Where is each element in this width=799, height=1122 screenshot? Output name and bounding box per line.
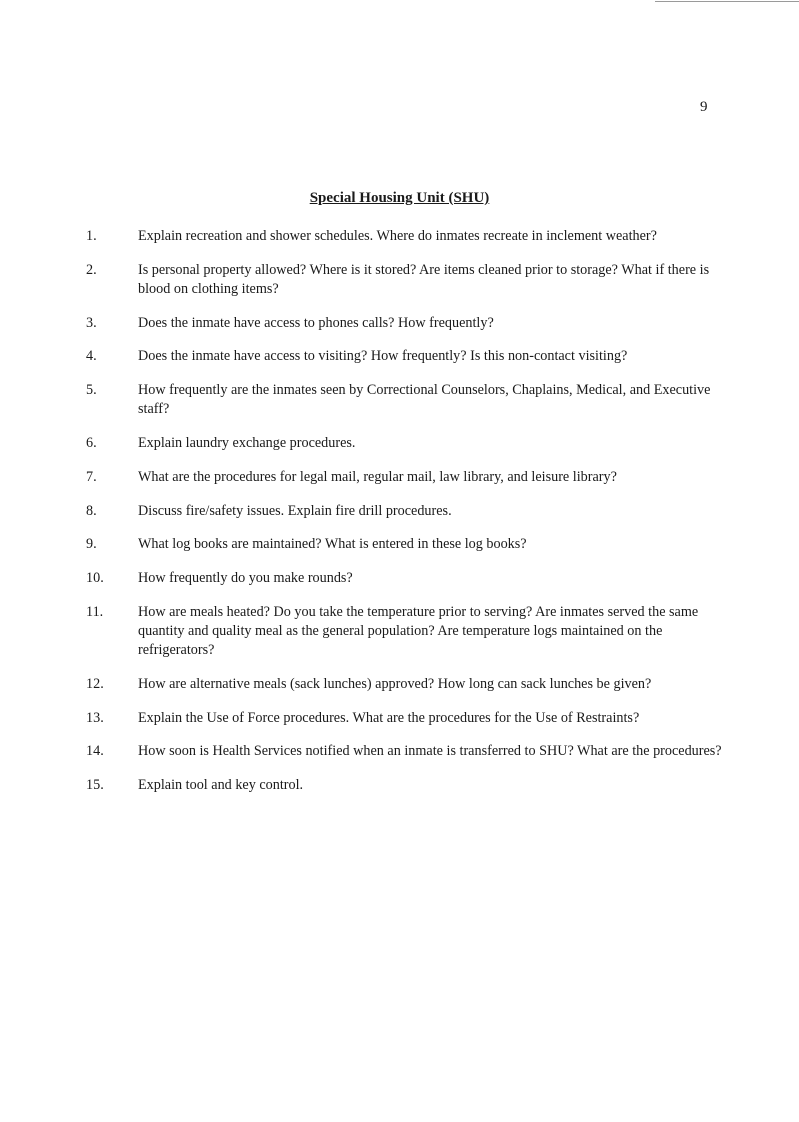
scan-edge-line — [655, 1, 799, 2]
question-item — [86, 261, 726, 299]
page-number: 9 — [700, 99, 708, 115]
question-item — [86, 569, 726, 588]
question-number: 6. — [86, 434, 97, 451]
question-number: 2. — [86, 261, 97, 278]
question-text: Does the inmate have access to visiting? How frequently? Is this non-contact visiting? — [138, 348, 628, 365]
question-item — [86, 603, 726, 660]
question-text: Does the inmate have access to phones calls? How frequently? — [138, 314, 494, 331]
question-text: Explain recreation and shower schedules. Where do inmates recreate in inclement weather? — [138, 228, 657, 244]
question-text: Discuss fire/safety issues. Explain fire drill procedures. — [138, 502, 452, 519]
question-item — [86, 742, 726, 761]
question-number: 12. — [86, 675, 104, 692]
question-text: Explain tool and key control. — [138, 777, 304, 794]
question-number: 13. — [86, 709, 104, 726]
question-text: What log books are maintained? What is entered in these log books? — [138, 536, 527, 553]
question-item — [86, 675, 726, 694]
question-number: 11. — [86, 603, 104, 620]
question-text: What are the procedures for legal mail, regular mail, law library, and leisure library? — [138, 468, 617, 485]
question-item — [86, 347, 726, 366]
page-title: Special Housing Unit (SHU) — [309, 190, 490, 206]
question-item — [86, 314, 726, 333]
question-item — [86, 468, 726, 487]
question-number: 3. — [86, 314, 97, 331]
question-item — [86, 434, 726, 453]
question-item — [86, 381, 726, 419]
question-number: 1. — [86, 228, 97, 244]
question-item — [86, 502, 726, 521]
question-number: 7. — [86, 468, 97, 485]
question-text: How frequently are the inmates seen by Correctional Counselors, Chaplains, Medical, and Executive staff? — [138, 382, 711, 418]
question-number: 9. — [86, 536, 97, 553]
question-item — [86, 776, 726, 795]
question-number: 15. — [86, 777, 104, 794]
question-item — [86, 535, 726, 554]
question-text: How frequently do you make rounds? — [138, 570, 353, 587]
question-item — [86, 709, 726, 728]
question-text: Is personal property allowed? Where is it stored? Are items cleaned prior to storage? What if there is blood on clothing items? — [138, 261, 710, 297]
question-number: 8. — [86, 502, 97, 519]
question-text: How soon is Health Services notified when an inmate is transferred to SHU? What are the procedures? — [138, 743, 722, 760]
question-number: 4. — [86, 348, 97, 365]
question-text: How are meals heated? Do you take the temperature prior to serving? Are inmates served the same quantity and quality meal as the general population? Are temperature logs maintained on the refrigerators? — [138, 603, 699, 658]
question-number: 14. — [86, 743, 104, 760]
question-item — [86, 227, 726, 246]
question-number: 10. — [86, 570, 104, 587]
question-text: Explain laundry exchange procedures. — [138, 434, 356, 451]
question-text: How are alternative meals (sack lunches) approved? How long can sack lunches be given? — [138, 675, 652, 692]
question-list — [86, 227, 726, 810]
question-text: Explain the Use of Force procedures. What are the procedures for the Use of Restraints? — [138, 709, 640, 726]
question-number: 5. — [86, 382, 97, 399]
